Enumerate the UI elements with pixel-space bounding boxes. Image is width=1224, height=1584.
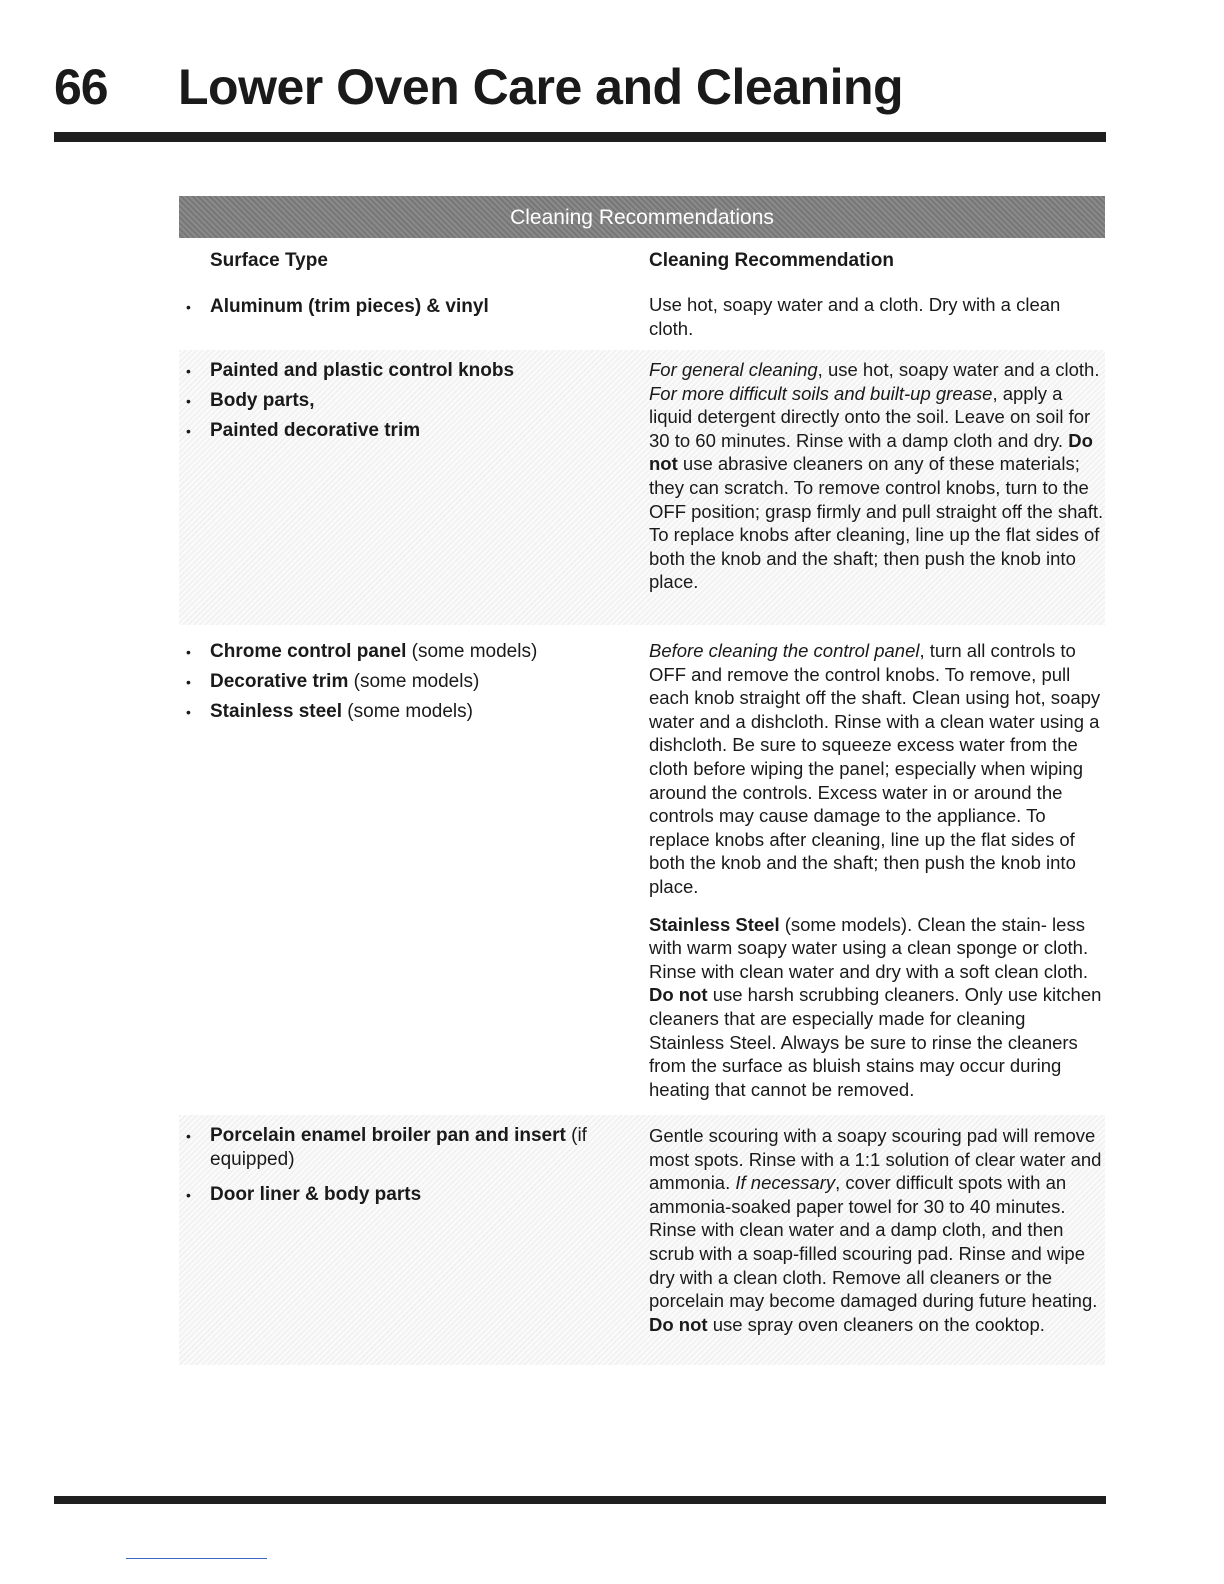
surface-item [179,1183,619,1207]
text-run: Do not [649,984,708,1006]
text-run: , apply a liquid detergent directly onto the soil. Leave on soil for 30 to 60 minutes. Rinse with a damp cloth and dry. [649,382,1091,451]
bullet-icon: • [186,393,191,409]
recommendation-text [649,293,1104,354]
recommendation-text [649,358,1104,608]
surface-item [179,416,619,446]
text-run: , turn all controls to OFF and remove the control knobs. To remove, pull each knob straight off the shaft. Clean using hot, soapy water and a dishcloth. Rinse with a clean water using a dishcloth. Be sure to squeeze excess water from the cloth before wiping the panel; especially when wiping around the controls. Excess water in or around the controls may cause damage to the appliance. To replace knobs after cleaning, line up the flat sides of both the knob and the shaft; then push the knob into place. [649,640,1101,897]
surface-item [179,386,619,416]
text-run: For general cleaning [649,359,818,380]
footer-link-underline [126,1558,267,1559]
surface-name: Decorative trim [210,671,349,692]
recommendation-text [649,639,1104,1115]
table-row [179,288,1105,343]
page-number: 66 [54,59,108,115]
surface-name: Door liner & body parts [210,1184,422,1205]
page-header [54,58,1106,128]
bullet-icon: • [186,674,191,690]
bullet-icon: • [186,1128,191,1144]
surface-item [179,697,619,727]
recommendation-paragraph [649,1124,1104,1336]
surface-name: Stainless steel [210,701,343,722]
surface-note: (if equipped) [210,1125,587,1170]
surface-item [179,292,619,322]
text-run: For more difficult soils and built-up grease [649,382,993,404]
table-row [179,350,1105,625]
surface-list [179,356,619,446]
surface-name: Body parts, [210,390,315,411]
table-row [179,1115,1105,1365]
surface-item [179,1124,619,1172]
text-run: , cover difficult spots with an ammonia-soaked paper towel for 30 to 40 minutes. Rinse with clean water and a damp cloth, and then scrub with a soap-filled scouring pad. Rinse and wipe dry with a clean cloth. Remove all cleaners or the porcelain may become damaged during future heating. [649,1172,1098,1312]
text-run: Stainless Steel [649,913,780,935]
surface-note: (some models) [406,641,538,662]
recommendation-paragraph [649,913,1104,1102]
text-run: use spray oven cleaners on the cooktop. [707,1313,1045,1335]
bullet-icon: • [186,423,191,439]
cleaning-recommendation-header: Cleaning Recommendation [649,250,894,271]
recommendation-text [649,1124,1104,1350]
table-banner: Cleaning Recommendations [179,196,1105,238]
recommendation-paragraph [649,639,1104,899]
surface-list [179,1124,619,1218]
surface-type-header: Surface Type [210,250,328,271]
surface-list [179,637,619,727]
surface-item [179,637,619,667]
bullet-icon: • [186,1187,191,1203]
surface-name: Painted and plastic control knobs [210,360,515,381]
bullet-icon: • [186,299,191,315]
surface-item [179,667,619,697]
surface-name: Aluminum (trim pieces) & vinyl [210,296,489,317]
page-title: Lower Oven Care and Cleaning [178,59,904,115]
text-run: If necessary [735,1172,836,1194]
surface-item [179,356,619,386]
recommendation-paragraph [649,293,1104,340]
text-run: (some models). Clean the stain- less with warm soapy water using a clean sponge or cloth. Rinse with clean water and dry with a soft clean cloth. [649,913,1089,982]
text-run: use abrasive cleaners on any of these materials; they can scratch. To remove control knobs, turn to the OFF position; grasp firmly and pull straight off the shaft. To replace knobs after cleaning, line up the flat sides of both the knob and the shaft; then push the knob into place. [649,453,1104,593]
surface-name: Painted decorative trim [210,420,421,441]
surface-note: (some models) [348,671,480,692]
bullet-icon: • [186,704,191,720]
text-run: Do not [649,429,1093,475]
text-run: , use hot, soapy water and a cloth. [817,359,1100,380]
surface-note: (some models) [342,701,473,722]
surface-name: Chrome control panel [210,641,407,662]
text-run: Do not [649,1313,708,1335]
surface-list [179,292,619,322]
surface-name: Porcelain enamel broiler pan and insert [210,1125,566,1146]
recommendation-paragraph [649,358,1104,594]
header-rule [54,132,1106,142]
bullet-icon: • [186,644,191,660]
footer-rule [54,1496,1106,1504]
text-run: Before cleaning the control panel [649,640,920,661]
text-run: Gentle scouring with a soapy scouring pad will remove most spots. Rinse with a 1:1 solution of clear water and ammonia. [649,1125,1102,1194]
text-run: use harsh scrubbing cleaners. Only use kitchen cleaners that are especially made for cleaning Stainless Steel. Always be sure to rinse the cleaners from the surface as bluish stains may occur during heating that cannot be removed. [649,984,1102,1100]
table-row [179,635,1105,1110]
bullet-icon: • [186,363,191,379]
text-run: Use hot, soapy water and a cloth. Dry with a clean cloth. [649,294,1061,339]
